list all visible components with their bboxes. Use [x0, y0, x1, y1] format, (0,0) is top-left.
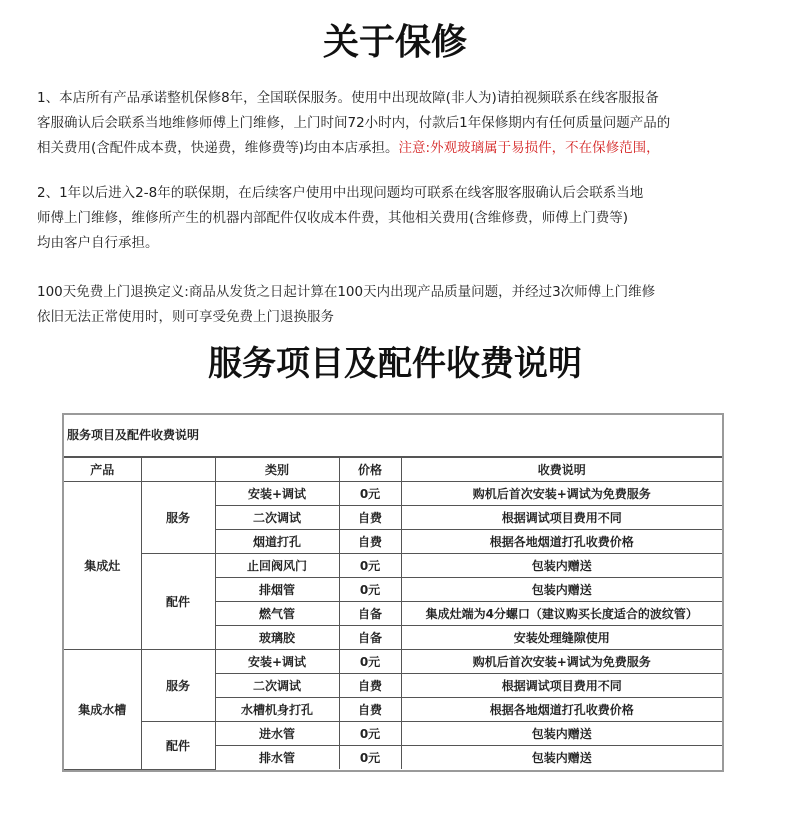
fee-table-grid [64, 457, 722, 770]
desc-cell: 包装内赠送 [401, 746, 722, 770]
price-cell: 0元 [339, 482, 401, 506]
header-price: 价格 [339, 458, 401, 482]
section-cell: 服务 [141, 650, 215, 722]
header-product: 产品 [64, 458, 141, 482]
item-cell: 烟道打孔 [215, 530, 339, 554]
desc-cell: 根据调试项目费用不同 [401, 506, 722, 530]
desc-cell: 安装处理缝隙使用 [401, 626, 722, 650]
warranty-paragraph-3 [37, 280, 767, 330]
desc-cell: 包装内赠送 [401, 554, 722, 578]
header-desc: 收费说明 [401, 458, 722, 482]
warranty-note: 注意:外观玻璃属于易损件，不在保修范围， [398, 140, 660, 156]
text-line: 2、1年以后进入2-8年的联保期，在后续客户使用中出现问题均可联系在线客服客服确认后会联系当地 [37, 185, 644, 201]
item-cell: 安装+调试 [215, 482, 339, 506]
table-caption: 服务项目及配件收费说明 [64, 415, 722, 457]
text-line: 师傅上门维修，维修所产生的机器内部配件仅收成本件费，其他相关费用(含维修费，师傅上门费等) [37, 210, 629, 226]
warranty-paragraph-2 [37, 181, 767, 256]
table-row [64, 482, 722, 506]
desc-cell: 包装内赠送 [401, 722, 722, 746]
price-cell: 0元 [339, 554, 401, 578]
product-cell: 集成灶 [64, 482, 141, 650]
price-cell: 0元 [339, 578, 401, 602]
header-blank [141, 458, 215, 482]
text-line: 1、本店所有产品承诺整机保修8年，全国联保服务。使用中出现故障(非人为)请拍视频联系在线客服报备 [37, 90, 659, 106]
price-cell: 自备 [339, 602, 401, 626]
table-row [64, 722, 722, 746]
item-cell: 燃气管 [215, 602, 339, 626]
desc-cell: 根据各地烟道打孔收费价格 [401, 530, 722, 554]
desc-cell: 根据调试项目费用不同 [401, 674, 722, 698]
item-cell: 二次调试 [215, 674, 339, 698]
price-cell: 自费 [339, 506, 401, 530]
fee-table [62, 413, 724, 772]
price-cell: 0元 [339, 722, 401, 746]
desc-cell: 集成灶端为4分螺口（建议购买长度适合的波纹管） [401, 602, 722, 626]
desc-cell: 购机后首次安装+调试为免费服务 [401, 650, 722, 674]
fees-title: 服务项目及配件收费说明 [208, 344, 582, 384]
section-cell: 配件 [141, 554, 215, 650]
item-cell: 止回阀风门 [215, 554, 339, 578]
warranty-paragraph-1 [37, 86, 767, 161]
price-cell: 自备 [339, 626, 401, 650]
price-cell: 自费 [339, 674, 401, 698]
header-type: 类别 [215, 458, 339, 482]
price-cell: 0元 [339, 746, 401, 770]
text-line [37, 136, 767, 161]
item-cell: 进水管 [215, 722, 339, 746]
price-cell: 0元 [339, 650, 401, 674]
table-header-row [64, 458, 722, 482]
price-cell: 自费 [339, 530, 401, 554]
desc-cell: 根据各地烟道打孔收费价格 [401, 698, 722, 722]
section-cell: 配件 [141, 722, 215, 770]
section-cell: 服务 [141, 482, 215, 554]
warranty-title: 关于保修 [322, 22, 467, 63]
text-fragment: 相关费用(含配件成本费，快递费，维修费等)均由本店承担。 [37, 140, 399, 156]
text-line: 均由客户自行承担。 [37, 235, 159, 251]
table-row [64, 650, 722, 674]
text-line: 依旧无法正常使用时，则可享受免费上门退换服务 [37, 309, 334, 325]
item-cell: 安装+调试 [215, 650, 339, 674]
item-cell: 二次调试 [215, 506, 339, 530]
desc-cell: 包装内赠送 [401, 578, 722, 602]
item-cell: 排烟管 [215, 578, 339, 602]
desc-cell: 购机后首次安装+调试为免费服务 [401, 482, 722, 506]
item-cell: 玻璃胶 [215, 626, 339, 650]
item-cell: 水槽机身打孔 [215, 698, 339, 722]
table-row [64, 554, 722, 578]
product-cell: 集成水槽 [64, 650, 141, 770]
price-cell: 自费 [339, 698, 401, 722]
text-line: 客服确认后会联系当地维修师傅上门维修，上门时间72小时内，付款后1年保修期内有任何质量问题产品的 [37, 115, 671, 131]
item-cell: 排水管 [215, 746, 339, 770]
text-line: 100天免费上门退换定义:商品从发货之日起计算在100天内出现产品质量问题，并经过3次师傅上门维修 [37, 284, 656, 300]
